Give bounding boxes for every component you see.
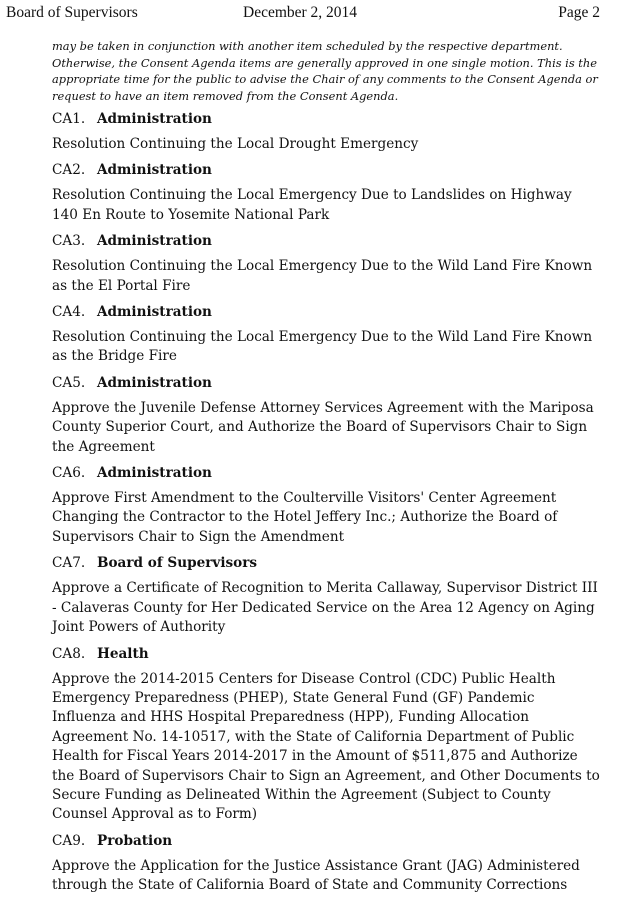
agenda-item-number: CA9. <box>52 832 86 849</box>
agenda-item-number: CA2. <box>52 162 86 179</box>
agenda-item-department: Administration <box>97 304 212 321</box>
agenda-item-description: Resolution Continuing the Local Drought Emergency <box>52 136 419 152</box>
agenda-item-description: Resolution Continuing the Local Emergency Due to Landslides on Highway 140 En Route to Yosemite National Park <box>52 187 572 223</box>
agenda-item <box>52 232 600 296</box>
agenda-item-description: Approve the 2014-2015 Centers for Disease Control (CDC) Public Health Emergency Preparedness (PHEP), State General Fund (GF) Pandemic Influenza and HHS Hospital Preparedness (HPP), Funding Allocation Agreement No. 14-10517, with the State of California Department of Public Health for Fiscal Years 2014-2017 in the Amount of $511,875 and Authorize the Board of Supervisors Chair to Sign an Agreement, and Other Documents to Secure Funding as Delineated Within the Agreement (Subject to County Counsel Approval as to Form) <box>52 670 600 823</box>
agenda-item-department: Board of Supervisors <box>97 555 258 572</box>
page-header <box>6 4 600 24</box>
agenda-item-heading <box>52 645 600 664</box>
agenda-item-number: CA3. <box>52 233 86 250</box>
agenda-item <box>52 110 600 154</box>
agenda-item-heading <box>52 161 600 180</box>
agenda-item-heading <box>52 232 600 251</box>
agenda-item-description: Resolution Continuing the Local Emergency Due to the Wild Land Fire Known as the Bridge Fire <box>52 329 593 365</box>
agenda-item-department: Probation <box>97 832 173 849</box>
agenda-item-number: CA4. <box>52 304 86 321</box>
agenda-item-heading <box>52 464 600 483</box>
agenda-item-number: CA7. <box>52 555 86 572</box>
agenda-item-number: CA6. <box>52 465 86 482</box>
agenda-item-description: Approve the Application for the Justice Assistance Grant (JAG) Administered through the State of California Board of State and Community Corrections <box>52 857 580 894</box>
agenda-item <box>52 374 600 457</box>
agenda-item <box>52 832 600 896</box>
header-org: Board of Supervisors <box>6 4 138 21</box>
agenda-item-heading <box>52 303 600 322</box>
agenda-item-department: Administration <box>97 465 212 482</box>
agenda-item-department: Administration <box>97 233 212 250</box>
agenda-item <box>52 645 600 825</box>
agenda-item-description: Resolution Continuing the Local Emergency Due to the Wild Land Fire Known as the El Portal Fire <box>52 258 593 294</box>
agenda-item-heading <box>52 110 600 129</box>
agenda-item-description: Approve a Certificate of Recognition to Merita Callaway, Supervisor District III - Calaveras County for Her Dedicated Service on the Area 12 Agency on Aging Joint Powers of Authority <box>52 580 598 636</box>
agenda-item <box>52 161 600 225</box>
header-date: December 2, 2014 <box>243 4 358 21</box>
agenda-item-number: CA8. <box>52 645 86 662</box>
agenda-item-number: CA1. <box>52 111 86 127</box>
agenda-item-heading <box>52 554 600 573</box>
consent-agenda <box>52 38 600 903</box>
agenda-item-description: Approve the Juvenile Defense Attorney Services Agreement with the Mariposa County Superior Court, and Authorize the Board of Supervisors Chair to Sign the Agreement <box>52 399 594 455</box>
agenda-item-description: Approve First Amendment to the Coulterville Visitors' Center Agreement Changing the Contractor to the Hotel Jeffery Inc.; Authorize the Board of Supervisors Chair to Sign the Amendment <box>52 490 558 545</box>
header-page-number: Page 2 <box>558 4 600 21</box>
agenda-item-list <box>52 110 600 896</box>
agenda-item <box>52 464 600 547</box>
agenda-item-number: CA5. <box>52 374 86 391</box>
agenda-item <box>52 303 600 367</box>
agenda-item-department: Administration <box>97 374 212 391</box>
agenda-item-heading <box>52 374 600 393</box>
agenda-item-department: Administration <box>97 162 212 179</box>
agenda-item-department: Health <box>97 645 149 662</box>
agenda-item-department: Administration <box>97 111 212 127</box>
agenda-item <box>52 554 600 637</box>
consent-agenda-intro: may be taken in conjunction with another item scheduled by the respective department. Otherwise, the Consent Agenda items are generally approved in one single motion. This is the appropriate time for the public to advise the Chair of any comments to the Consent Agenda or request to have an item removed from the Consent Agenda. <box>52 39 598 103</box>
agenda-item-heading <box>52 832 600 851</box>
